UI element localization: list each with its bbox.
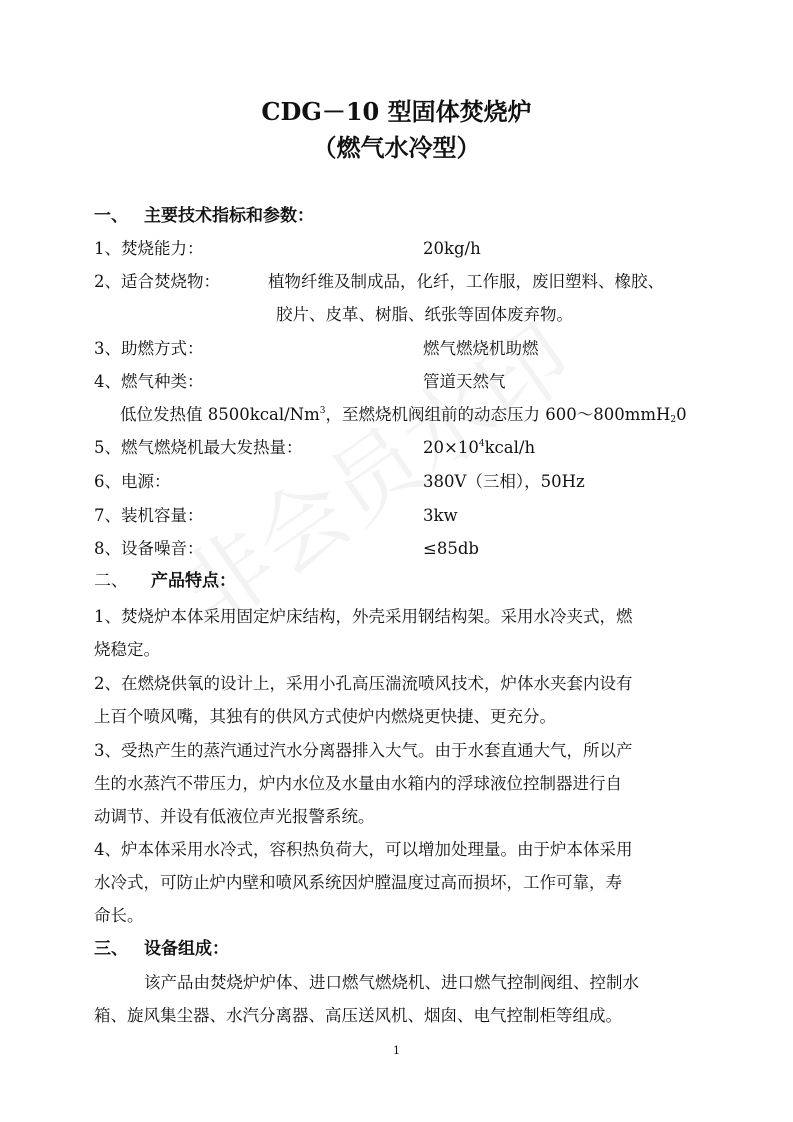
section3-heading xyxy=(94,938,229,960)
param-value: 3kw xyxy=(423,506,458,525)
page-subtitle: （燃气水冷型） xyxy=(312,133,481,162)
section2-number: 二、 xyxy=(94,571,128,591)
param-value: $20\times 10^4kcal/h$ xyxy=(423,438,536,457)
param-value: 380V（三相），50Hz xyxy=(423,472,585,491)
feature-paragraph: 4、炉本体采用水冷式，容积热负荷大，可以增加处理量。由于炉本体采用 水冷式，可防止炉内壁和喷风系统因炉膛温度过高而损坏，工作可靠，寿 命长。 xyxy=(94,840,633,925)
param-value: ≤85db xyxy=(423,539,479,558)
feature-paragraph: 2、在燃烧供氧的设计上，采用小孔高压湍流喷风技术，炉体水夹套内设有 上百个喷风嘴，其独有的供风方式使炉内燃烧更快捷、更充分。 xyxy=(94,674,633,726)
feature-paragraph: 1、焚烧炉本体采用固定炉床结构，外壳采用钢结构架。采用水冷夹式，燃 烧稳定。 xyxy=(94,607,633,659)
param-label: 5、燃气燃烧机最大发热量： xyxy=(94,438,303,457)
composition-paragraph: 该产品由焚烧炉炉体、进口燃气燃烧机、进口燃气控制阀组、控制水 箱、旋风集尘器、水汽分离器、高压送风机、烟囱、电气控制柜等组成。 xyxy=(94,973,639,1025)
section1-heading xyxy=(94,205,314,227)
param-value: 管道天然气 xyxy=(423,372,506,391)
param-label: 3、助燃方式： xyxy=(94,339,204,358)
section3-number: 三、 xyxy=(94,939,128,959)
section2-heading xyxy=(94,570,236,592)
param-value: 植物纤维及制成品，化纤，工作服，废旧塑料、橡胶、 xyxy=(268,272,664,291)
section1-number: 一、 xyxy=(94,206,128,226)
param-value: 燃气燃烧机助燃 xyxy=(423,339,539,358)
section2-title: 产品特点： xyxy=(151,571,236,591)
param-label: 2、适合焚烧物： xyxy=(94,272,220,291)
gas-note: 低位发热值 8500kcal/Nm$^3$，至燃烧机阀组前的动态压力 600～800mmH$_2$0 xyxy=(120,405,687,425)
param-label: 4、燃气种类： xyxy=(94,372,204,391)
section3-title: 设备组成： xyxy=(144,939,229,959)
feature-paragraph: 3、受热产生的蒸汽通过汽水分离器排入大气。由于水套直通大气，所以产 生的水蒸汽不带压力，炉内水位及水量由水箱内的浮球液位控制器进行自 动调节、并设有低液位声光报警系统。 xyxy=(94,741,633,826)
page-title: CDG－10 型固体焚烧炉 xyxy=(261,97,532,126)
param-label: 1、焚烧能力： xyxy=(94,239,204,258)
section1-title: 主要技术指标和参数： xyxy=(144,206,314,226)
param-label: 6、电源： xyxy=(94,472,171,491)
page-number: 1 xyxy=(393,1044,400,1057)
param-value: 20kg/h xyxy=(423,239,481,258)
param-label: 8、设备噪音： xyxy=(94,539,204,558)
param-label: 7、装机容量： xyxy=(94,506,204,525)
param-value-continued: 胶片、皮革、树脂、纸张等固体废弃物。 xyxy=(276,305,573,324)
